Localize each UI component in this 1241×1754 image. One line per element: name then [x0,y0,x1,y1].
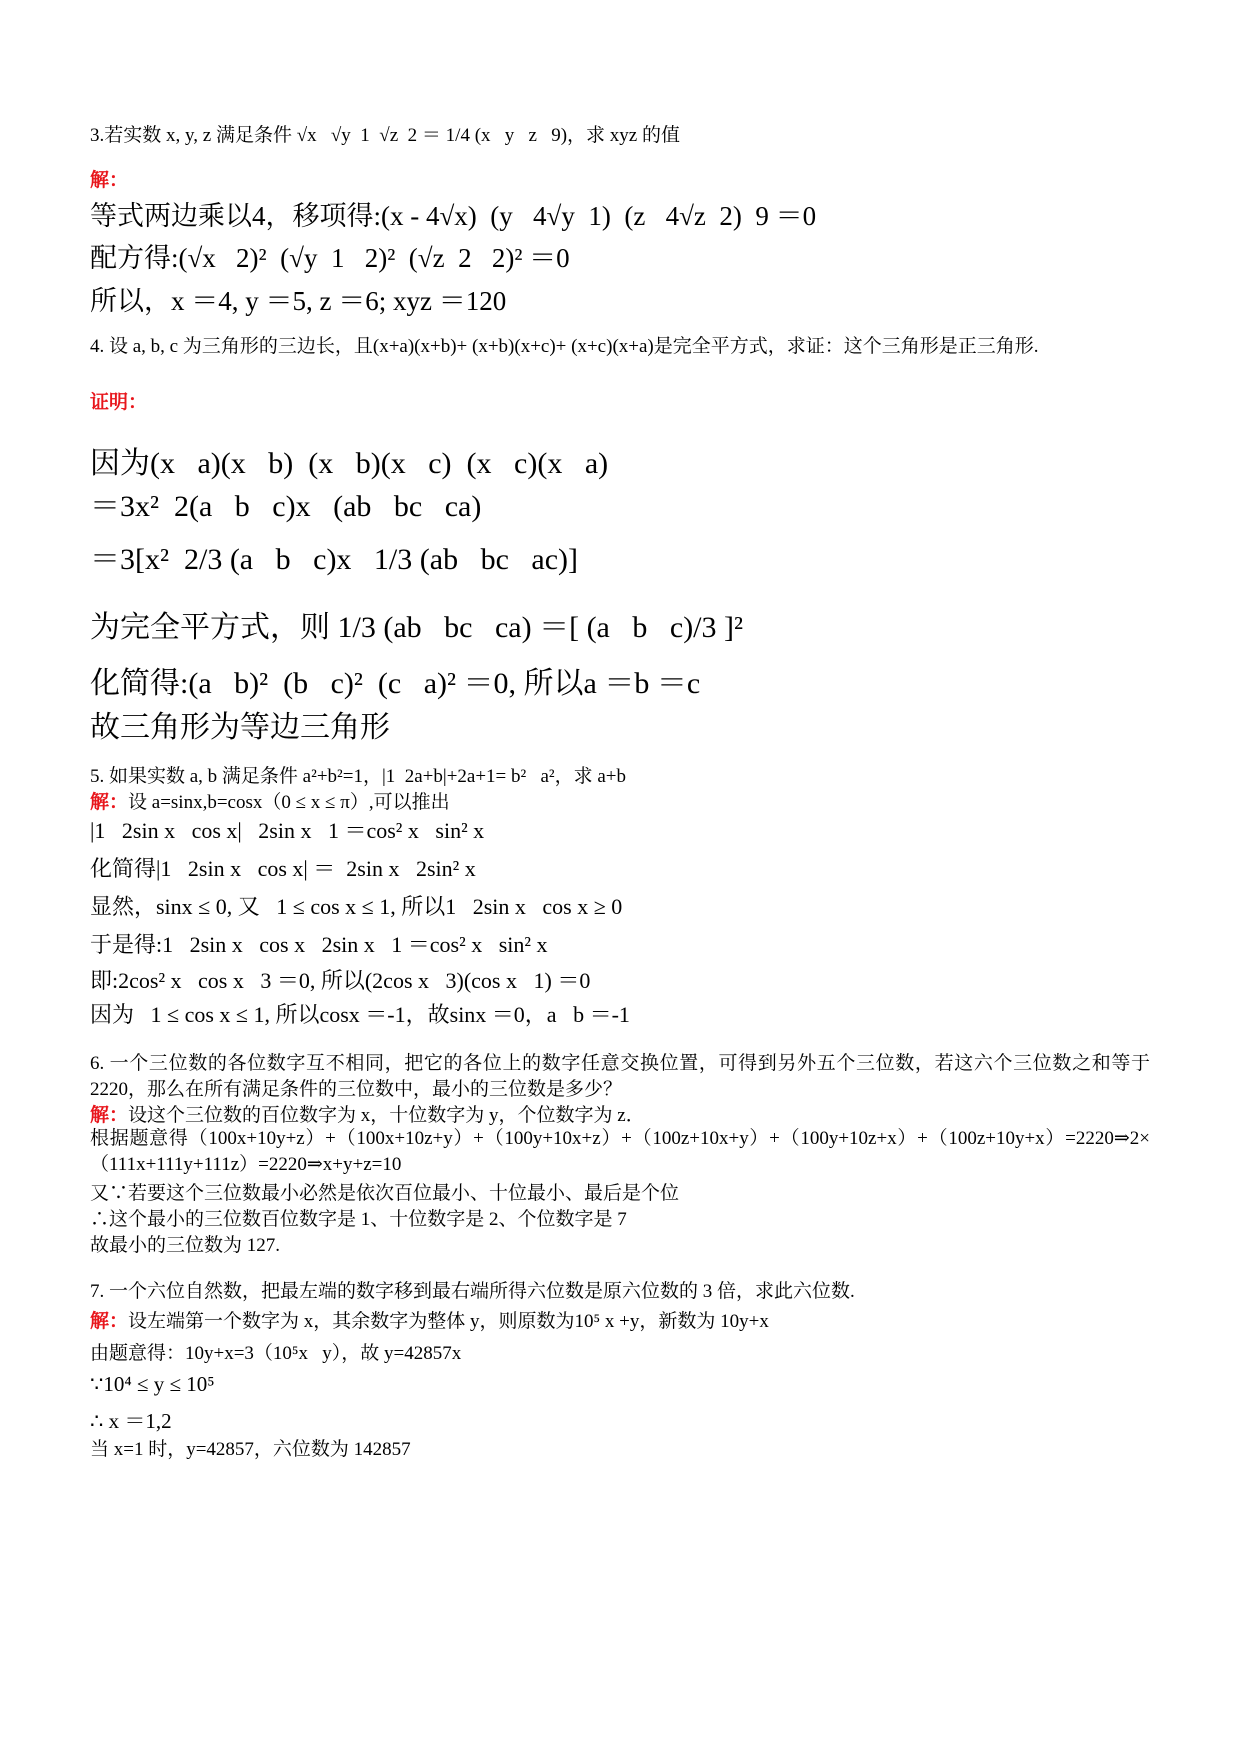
problem5-line-2: 化简得|1 2sin x cos x| ＝ 2sin x 2sin² x [90,856,476,881]
problem6-answer-intro: 设这个三位数的百位数字为 x，十位数字为 y，个位数字为 z． [128,1105,645,1126]
problem7-line-3: ∴ x ＝1,2 [90,1409,172,1433]
problem5-line-5: 即:2cos² x cos x 3 ＝0, 所以(2cos x 3)(cos x 1) ＝0 [90,968,591,993]
problem5-answer-label: 解： [90,791,129,813]
problem6-line-2: 又∵若要这个三位数最小必然是依次百位最小、十位最小、最后是个位 [90,1183,680,1204]
problem6-line-4: 故最小的三位数为 127. [90,1235,281,1256]
problem5-line-1: |1 2sin x cos x| 2sin x 1 ＝cos² x sin² x [90,818,485,843]
problem4-line-1: 因为(x a)(x b) (x b)(x c) (x c)(x a) [90,447,609,480]
problem4-line-3: ＝3[x² 2/3 (a b c)x 1/3 (ab bc ac)] [90,543,578,576]
problem5-line-3: 显然，sinx ≤ 0, 又 1 ≤ cos x ≤ 1, 所以1 2sin x cos x ≥ 0 [90,894,623,919]
problem5-line-4: 于是得:1 2sin x cos x 2sin x 1 ＝cos² x sin² x [90,932,548,957]
problem4-line-4: 为完全平方式，则 1/3 (ab bc ca) ＝[ (a b c)/3 ]² [90,611,743,644]
problem5-answer [90,787,450,814]
problem7-line-4: 当 x=1 时，y=42857，六位数为 142857 [90,1439,411,1460]
problem3-answer-label: 解： [90,169,129,191]
problem7-answer-label: 解： [90,1310,129,1332]
problem5-answer-intro: 设 a=sinx,b=cosx（0 ≤ x ≤ π）,可以推出 [128,792,450,813]
problem4-line-2: ＝3x² 2(a b c)x (ab bc ca) [90,490,482,523]
problem7-answer [90,1306,769,1333]
problem7-answer-intro: 设左端第一个数字为 x，其余数字为整体 y，则原数为10⁵ x +y，新数为 10y+x [128,1311,769,1332]
problem5-line-6: 因为 1 ≤ cos x ≤ 1, 所以cosx ＝-1，故sinx ＝0，a b ＝-1 [90,1002,630,1027]
problem6-line-1: 根据题意得（100x+10y+z）+（100x+10z+y）+（100y+10x+z）+（100z+10x+y）+（100y+10z+x）+（100z+10y+x）=2220⇒2×（111x+111y+111z）=2220⇒x+y+z=10 [90,1128,1150,1175]
problem7-line-1: 由题意得：10y+x=3（10⁵x y），故 y=42857x [90,1343,462,1364]
problem5-question: 5. 如果实数 a, b 满足条件 a²+b²=1，|1 2a+b|+2a+1= b² a²，求 a+b [90,766,626,787]
problem4-question: 4. 设 a, b, c 为三角形的三边长，且(x+a)(x+b)+ (x+b)(x+c)+ (x+c)(x+a)是完全平方式，求证：这个三角形是正三角形. [90,336,1039,357]
problem3-line-2: 配方得:(√x 2)² (√y 1 2)² (√z 2 2)² ＝0 [90,243,570,273]
problem4-answer-label: 证明： [90,391,148,413]
problem6-answer [90,1100,645,1127]
problem3-line-1: 等式两边乘以4，移项得:(x - 4√x) (y 4√y 1) (z 4√z 2) 9 ＝0 [90,201,817,231]
problem3-question: 3.若实数 x, y, z 满足条件 √x √y 1 √z 2 ＝ 1/4 (x y z 9)，求 xyz 的值 [90,125,680,146]
problem7-question: 7. 一个六位自然数，把最左端的数字移到最右端所得六位数是原六位数的 3 倍，求此六位数. [90,1281,855,1302]
problem4-line-5: 化简得:(a b)² (b c)² (c a)² ＝0, 所以a ＝b ＝c [90,667,701,700]
problem6-line-3: ∴这个最小的三位数百位数字是 1、十位数字是 2、个位数字是 7 [90,1209,627,1230]
problem4-line-6: 故三角形为等边三角形 [90,711,390,744]
problem6-question: 6. 一个三位数的各位数字互不相同，把它的各位上的数字任意交换位置，可得到另外五个三位数，若这六个三位数之和等于 2220，那么在所有满足条件的三位数中，最小的三位数是多少？ [90,1053,1150,1100]
problem6-answer-label: 解： [90,1104,129,1126]
problem3-line-3: 所以，x ＝4, y ＝5, z ＝6; xyz ＝120 [90,286,507,316]
problem7-line-2: ∵10⁴ ≤ y ≤ 10⁵ [90,1372,215,1396]
